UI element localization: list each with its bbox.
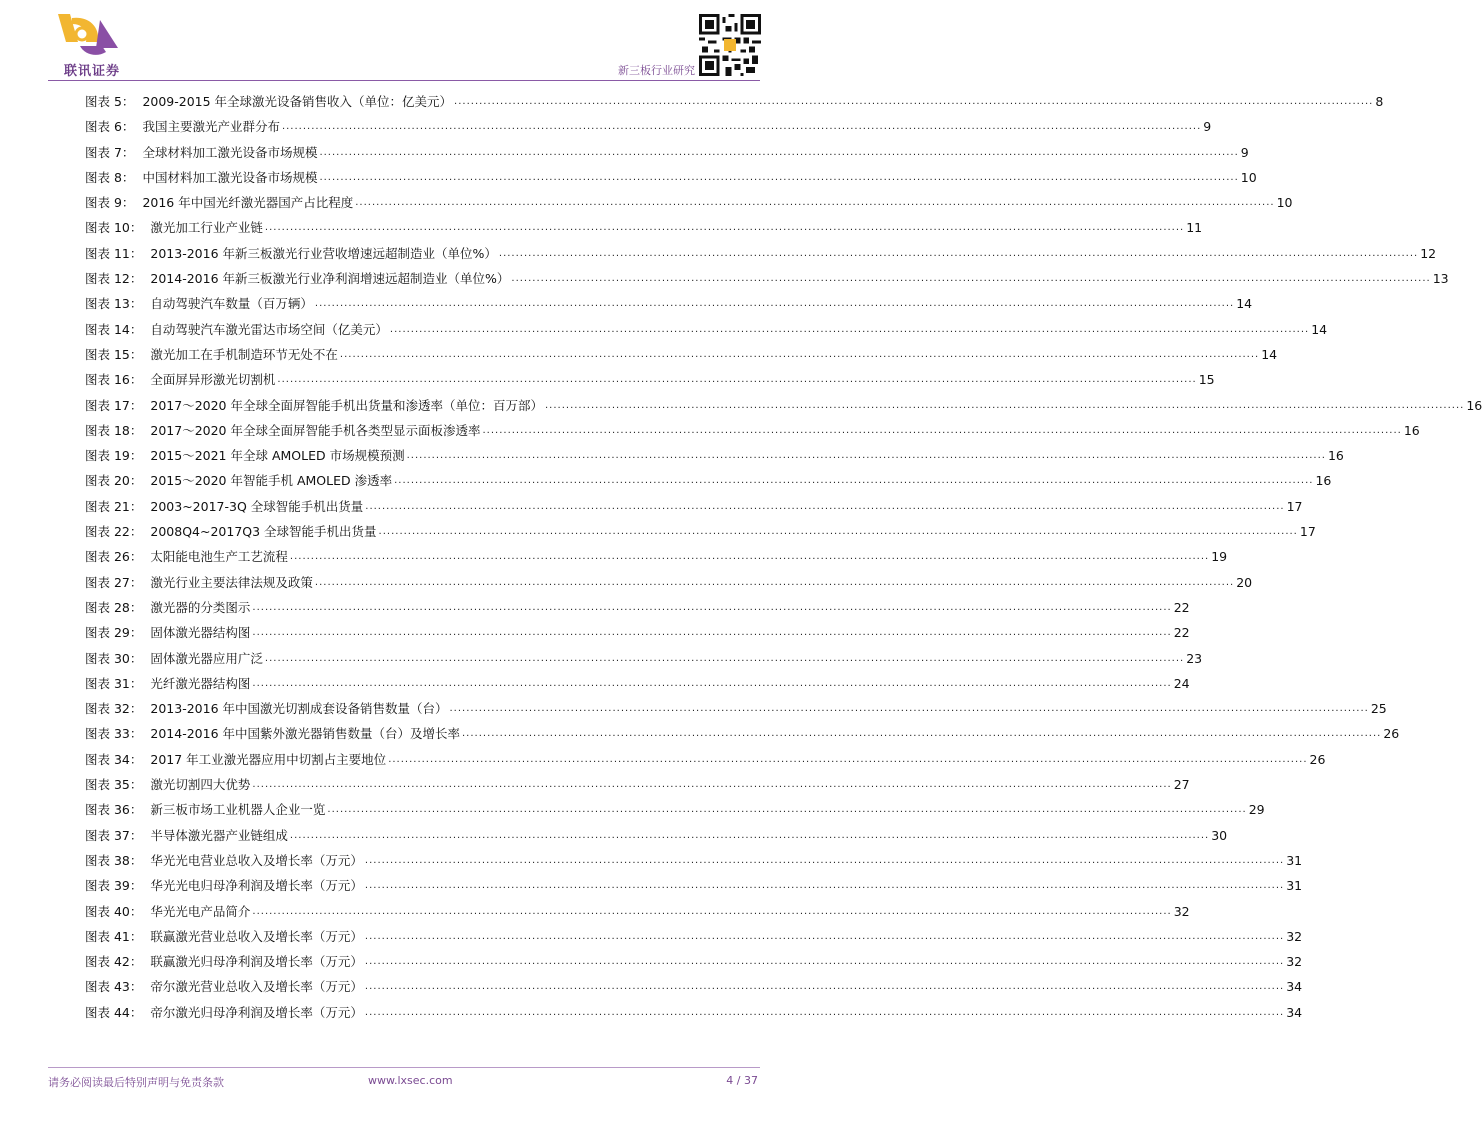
toc-entry-number: 图表 16： [85,372,143,388]
toc-entry-number: 图表 26： [85,549,143,565]
toc-entry-number: 图表 17： [85,397,143,413]
toc-entry[interactable] [85,370,1215,395]
toc-entry-page: 17 [1286,498,1303,514]
toc-entry-page: 29 [1248,802,1265,818]
toc-entry-number: 图表 19： [85,448,143,464]
toc-entry[interactable] [85,168,1257,193]
toc-entry-number: 图表 11： [85,245,143,261]
toc-entry-title: 2015～2021 年全球 AMOLED 市场规模预测 [150,448,405,464]
toc-entry-page: 15 [1198,372,1215,388]
toc-entry-number: 图表 22： [85,524,143,540]
toc-entry[interactable] [85,724,1400,749]
toc-entry-title: 激光行业主要法律法规及政策 [150,574,313,590]
toc-entry-title: 中国材料加工激光设备市场规模 [142,169,318,185]
table-of-figures [85,92,1482,1028]
toc-entry-title: 我国主要激光产业群分布 [142,119,280,135]
toc-entry-number: 图表 31： [85,675,143,691]
toc-entry-title: 2014-2016 年中国紫外激光器销售数量（台）及增长率 [150,726,460,742]
toc-entry-title: 2017 年工业激光器应用中切割占主要地位 [150,751,387,767]
toc-entry-page: 32 [1286,954,1303,970]
toc-entry-page: 11 [1186,220,1203,236]
toc-entry[interactable] [85,800,1265,825]
toc-entry-title: 华光光电营业总收入及增长率（万元） [150,852,363,868]
toc-entry-title: 光纤激光器结构图 [150,675,251,691]
toc-entry-page: 34 [1286,1004,1303,1020]
footer-divider [48,1067,760,1068]
toc-entry[interactable] [85,446,1344,471]
footer-disclaimer: 请务必阅读最后特别声明与免责条款 [48,1076,224,1089]
header-divider [48,80,760,81]
toc-entry[interactable] [85,1003,1303,1028]
toc-entry-page: 31 [1286,878,1303,894]
toc-entry-page: 10 [1276,195,1293,211]
toc-dot-leader: ............................................................................................................................................................................................................................ [364,930,1285,942]
footer-website[interactable]: www.lxsec.com [368,1074,453,1087]
toc-entry-number: 图表 35： [85,777,143,793]
toc-dot-leader: ............................................................................................................................................................................................................................ [355,197,1275,209]
toc-entry-number: 图表 42： [85,954,143,970]
toc-entry[interactable] [85,775,1190,800]
toc-entry-number: 图表 44： [85,1004,143,1020]
toc-entry-number: 图表 38： [85,852,143,868]
toc-entry-title: 2008Q4~2017Q3 全球智能手机出货量 [150,524,377,540]
toc-dot-leader: ............................................................................................................................................................................................................................ [388,753,1308,765]
toc-entry-title: 2016 年中国光纤激光器国产占比程度 [142,195,354,211]
toc-entry-title: 帝尔激光归母净利润及增长率（万元） [150,1004,363,1020]
toc-entry-number: 图表 20： [85,473,143,489]
logo-mark-icon [56,12,126,60]
toc-entry[interactable] [85,876,1303,901]
toc-dot-leader: ............................................................................................................................................................................................................................ [498,247,1419,259]
toc-entry-number: 图表 28： [85,599,143,615]
toc-entry[interactable] [85,623,1190,648]
toc-entry-number: 图表 13： [85,296,143,312]
toc-entry-number: 图表 14： [85,321,143,337]
toc-entry-number: 图表 33： [85,726,143,742]
toc-dot-leader: ............................................................................................................................................................................................................................ [511,273,1431,285]
toc-dot-leader: ............................................................................................................................................................................................................................ [365,500,1285,512]
toc-entry-page: 9 [1203,119,1212,135]
toc-entry-page: 20 [1236,574,1253,590]
toc-entry-title: 激光加工行业产业链 [150,220,263,236]
toc-entry-number: 图表 18： [85,422,143,438]
toc-entry-page: 16 [1403,422,1420,438]
toc-entry-page: 14 [1236,296,1253,312]
toc-dot-leader: ............................................................................................................................................................................................................................ [364,981,1285,993]
toc-entry-title: 2013-2016 年新三板激光行业营收增速远超制造业（单位%） [150,245,497,261]
toc-dot-leader: ............................................................................................................................................................................................................................ [364,880,1285,892]
toc-entry-page: 26 [1383,726,1400,742]
toc-entry[interactable] [85,117,1212,142]
toc-entry-title: 固体激光器应用广泛 [150,650,263,666]
toc-entry-number: 图表 10： [85,220,143,236]
toc-entry-number: 图表 34： [85,751,143,767]
toc-entry-number: 图表 29： [85,625,143,641]
toc-entry-title: 华光光电归母净利润及增长率（万元） [150,878,363,894]
toc-entry-title: 自动驾驶汽车激光雷达市场空间（亿美元） [150,321,388,337]
toc-entry-page: 13 [1432,271,1449,287]
toc-entry-page: 22 [1173,625,1190,641]
toc-entry-number: 图表 7： [85,144,135,160]
toc-entry-page: 14 [1311,321,1328,337]
toc-entry[interactable] [85,522,1316,547]
toc-entry-title: 联赢激光营业总收入及增长率（万元） [150,928,363,944]
toc-entry[interactable] [85,977,1303,1002]
toc-entry[interactable] [85,573,1253,598]
toc-entry[interactable] [85,927,1303,952]
toc-entry[interactable] [85,598,1190,623]
toc-entry-page: 16 [1466,397,1482,413]
toc-entry-number: 图表 32： [85,701,143,717]
toc-entry[interactable] [85,294,1253,319]
toc-entry-title: 全面屏异形激光切割机 [150,372,276,388]
toc-entry-title: 激光器的分类图示 [150,599,251,615]
toc-entry-title: 联赢激光归母净利润及增长率（万元） [150,954,363,970]
toc-dot-leader: ............................................................................................................................................................................................................................ [545,399,1465,411]
toc-dot-leader: ............................................................................................................................................................................................................................ [252,677,1172,689]
toc-entry-title: 自动驾驶汽车数量（百万辆） [150,296,313,312]
toc-entry[interactable] [85,244,1437,269]
toc-entry-title: 新三板市场工业机器人企业一览 [150,802,326,818]
toc-entry-page: 22 [1173,599,1190,615]
toc-entry[interactable] [85,396,1482,421]
toc-entry[interactable] [85,320,1328,345]
toc-entry-number: 图表 37： [85,827,143,843]
toc-entry[interactable] [85,143,1249,168]
toc-entry[interactable] [85,674,1190,699]
toc-entry-number: 图表 6： [85,119,135,135]
toc-entry-page: 30 [1211,827,1228,843]
toc-entry[interactable] [85,421,1420,446]
toc-dot-leader: ............................................................................................................................................................................................................................ [314,298,1235,310]
toc-entry-title: 激光加工在手机制造环节无处不在 [150,346,338,362]
toc-entry-title: 太阳能电池生产工艺流程 [150,549,288,565]
company-logo [52,12,130,78]
toc-entry-page: 25 [1370,701,1387,717]
toc-entry-page: 16 [1315,473,1332,489]
toc-dot-leader: ............................................................................................................................................................................................................................ [277,374,1197,386]
toc-entry-page: 12 [1420,245,1437,261]
toc-entry-page: 16 [1327,448,1344,464]
section-label: 新三板行业研究 [618,64,695,77]
toc-entry[interactable] [85,750,1326,775]
toc-entry[interactable] [85,471,1332,496]
toc-dot-leader: ............................................................................................................................................................................................................................ [264,222,1185,234]
toc-entry-title: 激光切割四大优势 [150,777,251,793]
toc-entry-page: 24 [1173,675,1190,691]
toc-entry-title: 2017～2020 年全球全面屏智能手机出货量和渗透率（单位：百万部） [150,397,543,413]
toc-dot-leader: ............................................................................................................................................................................................................................ [252,905,1172,917]
toc-dot-leader: ............................................................................................................................................................................................................................ [394,475,1314,487]
toc-dot-leader: ............................................................................................................................................................................................................................ [252,627,1172,639]
toc-dot-leader: ............................................................................................................................................................................................................................ [406,450,1326,462]
toc-entry-number: 图表 21： [85,498,143,514]
toc-entry-page: 32 [1173,903,1190,919]
toc-entry-page: 8 [1375,94,1384,109]
toc-entry-title: 全球材料加工激光设备市场规模 [142,144,318,160]
toc-entry-number: 图表 5： [85,94,135,109]
toc-entry-page: 14 [1261,346,1278,362]
toc-dot-leader: ............................................................................................................................................................................................................................ [364,1006,1285,1018]
toc-entry-page: 31 [1286,852,1303,868]
toc-entry-page: 27 [1173,777,1190,793]
toc-dot-leader: ............................................................................................................................................................................................................................ [482,424,1402,436]
toc-entry-title: 半导体激光器产业链组成 [150,827,288,843]
toc-dot-leader: ............................................................................................................................................................................................................................ [319,171,1239,183]
toc-dot-leader: ............................................................................................................................................................................................................................ [264,652,1185,664]
toc-entry-title: 2017～2020 年全球全面屏智能手机各类型显示面板渗透率 [150,422,481,438]
toc-entry-title: 帝尔激光营业总收入及增长率（万元） [150,979,363,995]
toc-dot-leader: ............................................................................................................................................................................................................................ [389,323,1310,335]
toc-dot-leader: ............................................................................................................................................................................................................................ [364,854,1285,866]
toc-dot-leader: ............................................................................................................................................................................................................................ [364,956,1285,968]
logo-text: 联讯证券 [63,64,120,79]
toc-entry[interactable] [85,193,1293,218]
toc-entry-title: 固体激光器结构图 [150,625,251,641]
toc-entry-number: 图表 12： [85,271,143,287]
toc-entry-title: 2015～2020 年智能手机 AMOLED 渗透率 [150,473,393,489]
toc-entry-title: 2009-2015 年全球激光设备销售收入（单位：亿美元） [142,94,453,109]
toc-entry-number: 图表 39： [85,878,143,894]
toc-entry[interactable] [85,345,1278,370]
toc-dot-leader: ............................................................................................................................................................................................................................ [327,804,1247,816]
toc-entry-number: 图表 40： [85,903,143,919]
toc-dot-leader: ............................................................................................................................................................................................................................ [449,703,1369,715]
toc-dot-leader: ............................................................................................................................................................................................................................ [319,146,1239,158]
toc-entry-page: 34 [1286,979,1303,995]
toc-dot-leader: ............................................................................................................................................................................................................................ [252,779,1172,791]
toc-dot-leader: ............................................................................................................................................................................................................................ [289,829,1210,841]
toc-entry-number: 图表 9： [85,195,135,211]
toc-entry-number: 图表 15： [85,346,143,362]
toc-dot-leader: ............................................................................................................................................................................................................................ [252,601,1172,613]
toc-entry-number: 图表 43： [85,979,143,995]
toc-dot-leader: ............................................................................................................................................................................................................................ [378,526,1298,538]
toc-dot-leader: ............................................................................................................................................................................................................................ [314,576,1235,588]
toc-entry-title: 2014-2016 年新三板激光行业净利润增速远超制造业（单位%） [150,271,510,287]
footer-page-indicator: 4 / 37 [726,1074,758,1087]
toc-entry[interactable] [85,649,1203,674]
toc-entry[interactable] [85,497,1303,522]
toc-dot-leader: ............................................................................................................................................................................................................................ [339,348,1260,360]
toc-entry[interactable] [85,218,1203,243]
toc-entry-page: 10 [1240,169,1257,185]
toc-entry-page: 32 [1286,928,1303,944]
toc-entry-number: 图表 41： [85,928,143,944]
toc-entry[interactable] [85,269,1449,294]
toc-entry-number: 图表 36： [85,802,143,818]
toc-entry-page: 23 [1186,650,1203,666]
toc-entry-page: 9 [1240,144,1249,160]
toc-entry-page: 19 [1211,549,1228,565]
toc-entry[interactable] [85,547,1228,572]
toc-entry-number: 图表 27： [85,574,143,590]
toc-entry-number: 图表 8： [85,169,135,185]
toc-entry-title: 华光光电产品简介 [150,903,251,919]
toc-dot-leader: ............................................................................................................................................................................................................................ [462,728,1382,740]
toc-dot-leader: ............................................................................................................................................................................................................................ [289,551,1210,563]
toc-entry[interactable] [85,851,1303,876]
toc-entry[interactable] [85,902,1190,927]
toc-entry-page: 26 [1309,751,1326,767]
toc-entry[interactable] [85,826,1228,851]
toc-entry-page: 17 [1299,524,1316,540]
toc-entry-title: 2013-2016 年中国激光切割成套设备销售数量（台） [150,701,448,717]
toc-entry-title: 2003~2017-3Q 全球智能手机出货量 [150,498,364,514]
toc-dot-leader: ............................................................................................................................................................................................................................ [454,96,1374,107]
toc-entry-number: 图表 30： [85,650,143,666]
qr-code-icon [699,14,761,76]
toc-entry[interactable] [85,699,1387,724]
toc-entry[interactable] [85,92,1384,117]
toc-entry[interactable] [85,952,1303,977]
toc-dot-leader: ............................................................................................................................................................................................................................ [281,121,1202,133]
